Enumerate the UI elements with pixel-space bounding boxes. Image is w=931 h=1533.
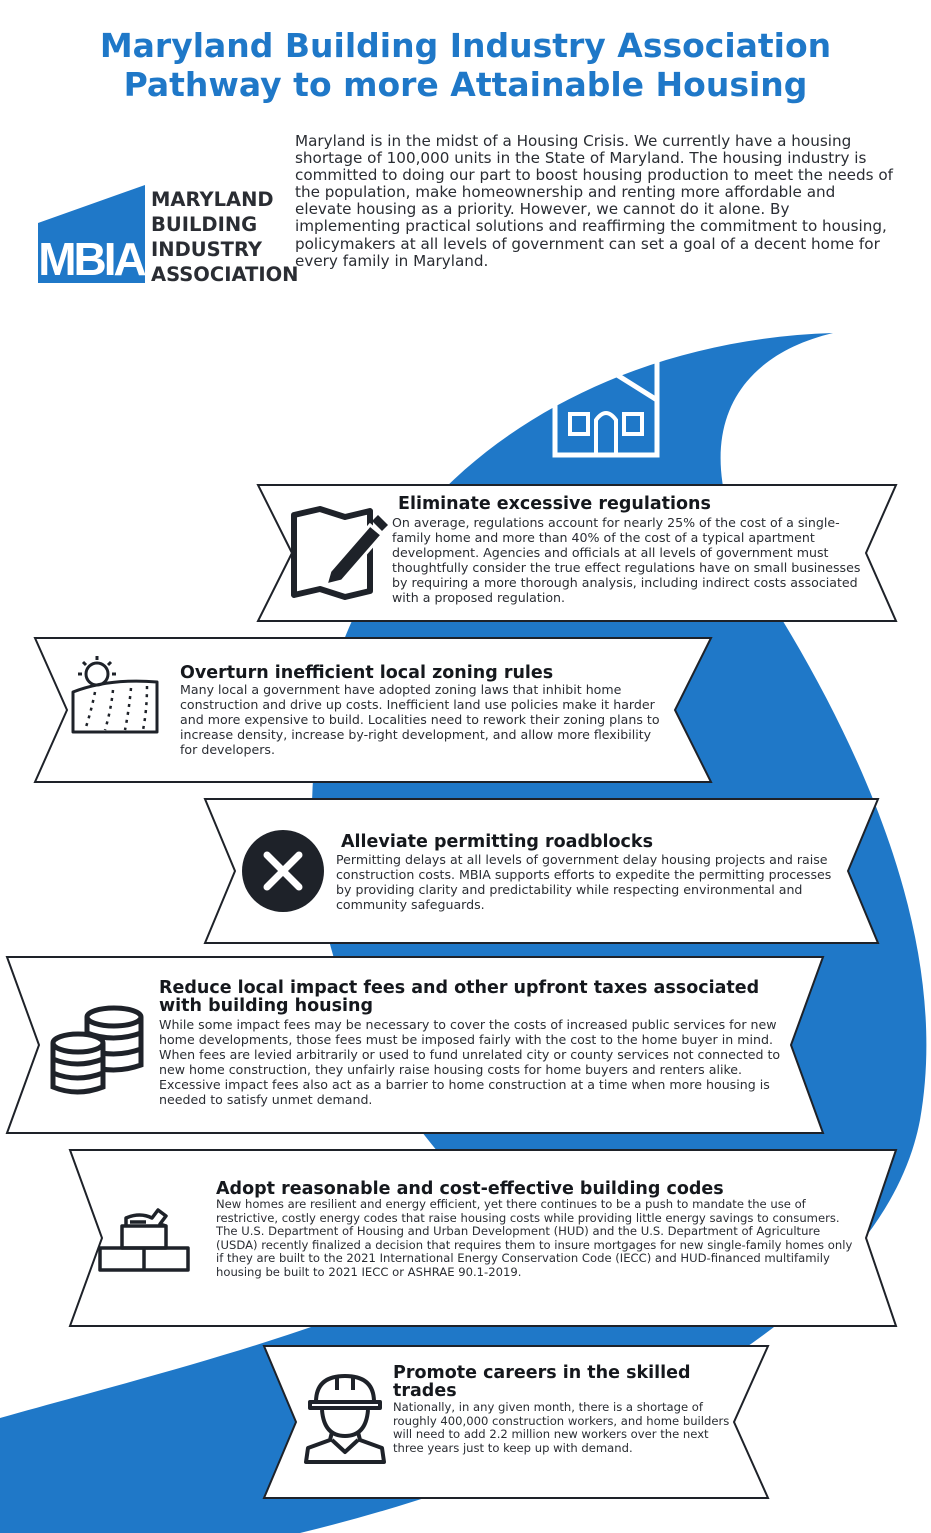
field-sun-icon [69,652,161,736]
card-body: Many local a government have adopted zoning laws that inhibit home construction and drive up costs. Inefficient land use policies make it harder and more expensive to build. Localities need to rework their zoning plans to increase density, increase by-right development, and allow more flexibility for developers. [180,682,660,757]
card-body: New homes are resilient and energy efficient, yet there continues to be a push to mandate the use of restrictive, costly energy codes that raise housing costs while providing little energy savings to consumers. The U.S. Department of Housing and Urban Development (HUD) and the U.S. Department of Agriculture (USDA) recently finalized a decision that requires them to insure mortgages for new single-family homes only if they are built to the 2021 International Energy Conservation Code (IECC) and HUD-financed multifamily housing be built to 2021 IECC or ASHRAE 90.1-2019. [216,1197,853,1279]
card-body: Permitting delays at all levels of government delay housing projects and raise construction costs. MBIA supports efforts to expedite the permitting processes by providing clarity and predictability while respecting environmental and community safeguards. [336,852,832,912]
card-body: While some impact fees may be necessary to cover the costs of increased public services for new home developments, those fees must be imposed fairly with the cost to the home buyer in mind. When fees are levied arbitrarily or used to fund unrelated city or county services not connected to new home construction, they unfairly raise housing costs for home buyers and renters alike. Excessive impact fees also act as a barrier to home construction at a time when more housing is needed to satisfy unmet demand. [159,1017,781,1107]
hard-hat-worker-icon [302,1370,388,1464]
card-title: Alleviate permitting roadblocks [341,832,653,852]
bricks-trowel-icon [96,1204,192,1274]
card-reduce-impact-fees [5,955,825,1135]
card-body: Nationally, in any given month, there is a shortage of roughly 400,000 construction workers, and home builders will need to add 2.2 million new workers over the next three years just to keep up with demand. [393,1400,730,1455]
logo-mark: MBIA [38,233,144,285]
card-building-codes [68,1148,898,1328]
card-title: Overturn inefficient local zoning rules [180,663,554,683]
card-title: Eliminate excessive regulations [398,494,711,514]
card-overturn-zoning [33,636,713,784]
card-title: Adopt reasonable and cost-effective building codes [216,1179,724,1199]
page-subtitle: Pathway to more Attainable Housing [123,65,808,104]
map-pencil-icon [290,505,390,601]
card-title: Reduce local impact fees and other upfront taxes associated with building housing [159,978,760,1016]
mbia-logo [38,185,299,286]
logo-line-2: BUILDING [151,213,258,236]
logo-line-4: ASSOCIATION [151,263,299,286]
close-circle-icon [241,829,325,913]
card-body: On average, regulations account for nearly 25% of the cost of a single-family home and more than 40% of the cost of a typical apartment development. Agencies and officials at all levels of government must thoughtfully consider the true effect regulations have on small businesses by requiring a more thorough analysis, including indirect costs associated with a proposed regulation. [392,515,861,605]
card-eliminate-regulations [256,483,898,623]
logo-line-1: MARYLAND [151,188,274,211]
coin-stacks-icon [49,1003,149,1099]
house-icon [552,350,660,458]
card-alleviate-permitting [203,797,880,945]
intro-paragraph: Maryland is in the midst of a Housing Crisis. We currently have a housing shortage of 100,000 units in the State of Maryland. The housing industry is committed to doing our part to boost housing production to meet the needs of the population, make homeownership and renting more affordable and elevate housing as a priority. However, we cannot do it alone. By implementing practical solutions and reaffirming the commitment to housing, policymakers at all levels of government can set a goal of a decent home for every family in Maryland. [295,132,894,270]
card-skilled-trades [262,1344,770,1500]
page-title: Maryland Building Industry Association [99,26,832,65]
card-title: Promote careers in the skilled trades [393,1363,691,1401]
logo-line-3: INDUSTRY [151,238,263,261]
